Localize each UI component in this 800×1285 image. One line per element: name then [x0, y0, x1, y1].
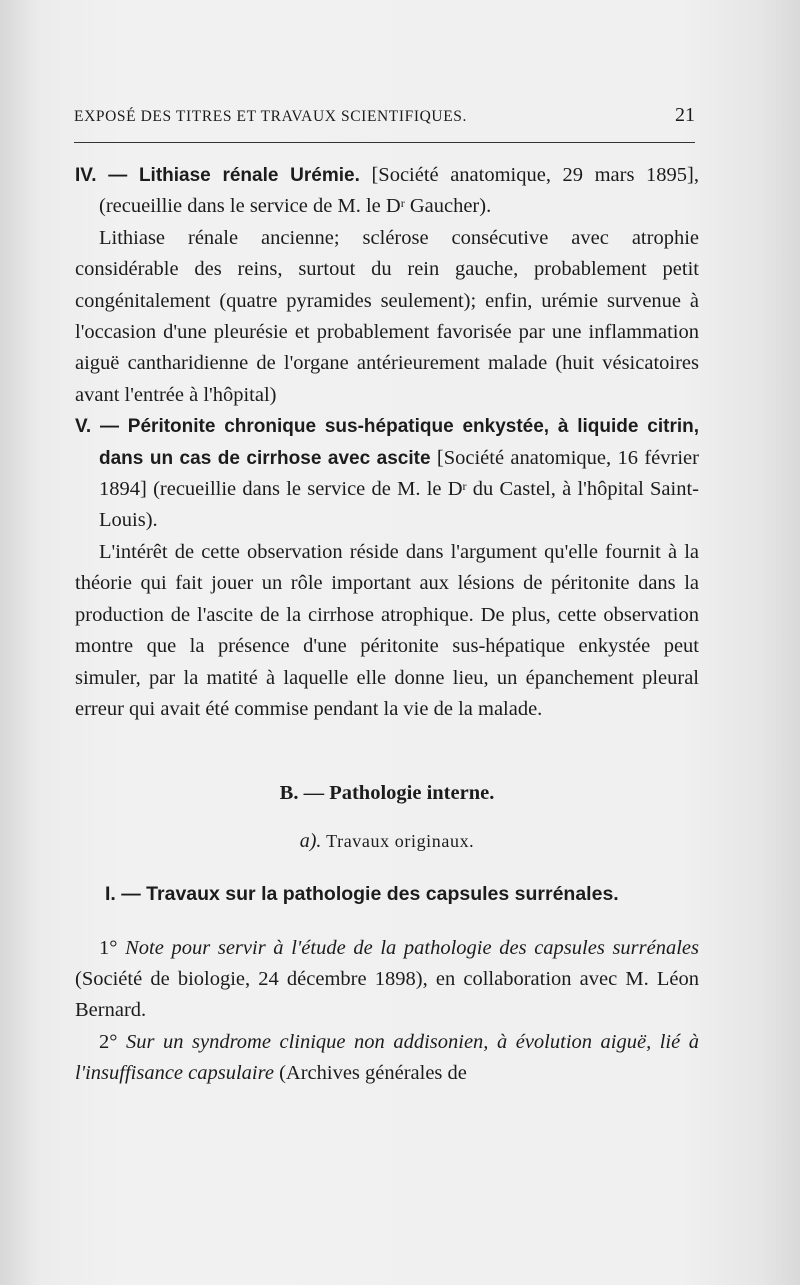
item-1 — [75, 933, 699, 1027]
entry-v-body: L'intérêt de cette observation réside dans l'argument qu'elle fournit à la théorie qui fait jouer un rôle important aux lésions de péritonite dans la production de l'ascite de la cirrhose atrophique. De plus, cette observation montre que la présence d'une péritonite sus-hépatique enkystée peut simuler, par la matité à laquelle elle donne lieu, un épanchement pleural erreur qui avait été commise pendant la vie de la malade. — [75, 540, 699, 720]
page-body — [75, 160, 699, 1090]
entry-iv-ref: [Société anatomique, 29 mars 1895], (recueillie dans le service de M. le D — [99, 164, 699, 218]
entry-v-label: V. — Péritonite chronique sus-hépatique enkystée, à liquide citrin, dans un cas de cirrhose avec ascite — [75, 416, 699, 469]
item-1-number: 1° — [99, 936, 118, 959]
item-2 — [75, 1027, 699, 1090]
entry-iv-label: IV. — Lithiase rénale Urémie. — [75, 165, 360, 186]
chapter-heading: I. — Travaux sur la pathologie des capsules surrénales. — [105, 883, 619, 906]
entry-v-ref-end: du Castel, à l'hôpital Saint-Louis). — [99, 478, 699, 532]
entry-iv-ref-end: Gaucher). — [404, 195, 492, 218]
item-2-title: Sur un syndrome clinique non addisonien, à évolution aiguë, lié à l'insuffisance capsulaire — [75, 1030, 700, 1085]
section-heading: B. — Pathologie interne. — [279, 782, 495, 805]
subsection-heading — [75, 826, 699, 857]
item-2-rest: (Archives générales de — [273, 1062, 467, 1085]
entry-v-sup: r — [462, 479, 467, 494]
spacer — [75, 911, 699, 933]
entry-iv-heading — [75, 160, 699, 223]
entry-iv-sup: r — [400, 196, 405, 211]
item-1-rest: (Société de biologie, 24 décembre 1898), en collaboration avec M. Léon Bernard. — [75, 967, 699, 1022]
entry-v-heading — [75, 411, 699, 537]
subsection-title: Travaux originaux. — [326, 830, 475, 851]
item-2-number: 2° — [99, 1030, 118, 1053]
item-1-title: Note pour servir à l'étude de la pathologie des capsules surrénales — [125, 936, 699, 959]
page-number: 21 — [675, 104, 695, 126]
entry-iv-body: Lithiase rénale ancienne; sclérose consécutive avec atrophie considérable des reins, surtout du rein gauche, probablement petit congénitalement (quatre pyramides seulement); enfin, urémie survenue à l'occasion d'une pleurésie et probablement favorisée par une inflammation aiguë cantharidienne de l'organe antérieurement malade (huit vésicatoires avant l'entrée à l'hôpital) — [75, 226, 699, 406]
running-head — [74, 104, 695, 127]
header-rule — [74, 142, 695, 143]
subsection-letter: a). — [299, 829, 322, 852]
entry-v-ref: [Société anatomique, 16 février 1894] (recueillie dans le service de M. le D — [99, 446, 699, 501]
running-title: EXPOSÉ DES TITRES ET TRAVAUX SCIENTIFIQUES. — [74, 108, 467, 125]
